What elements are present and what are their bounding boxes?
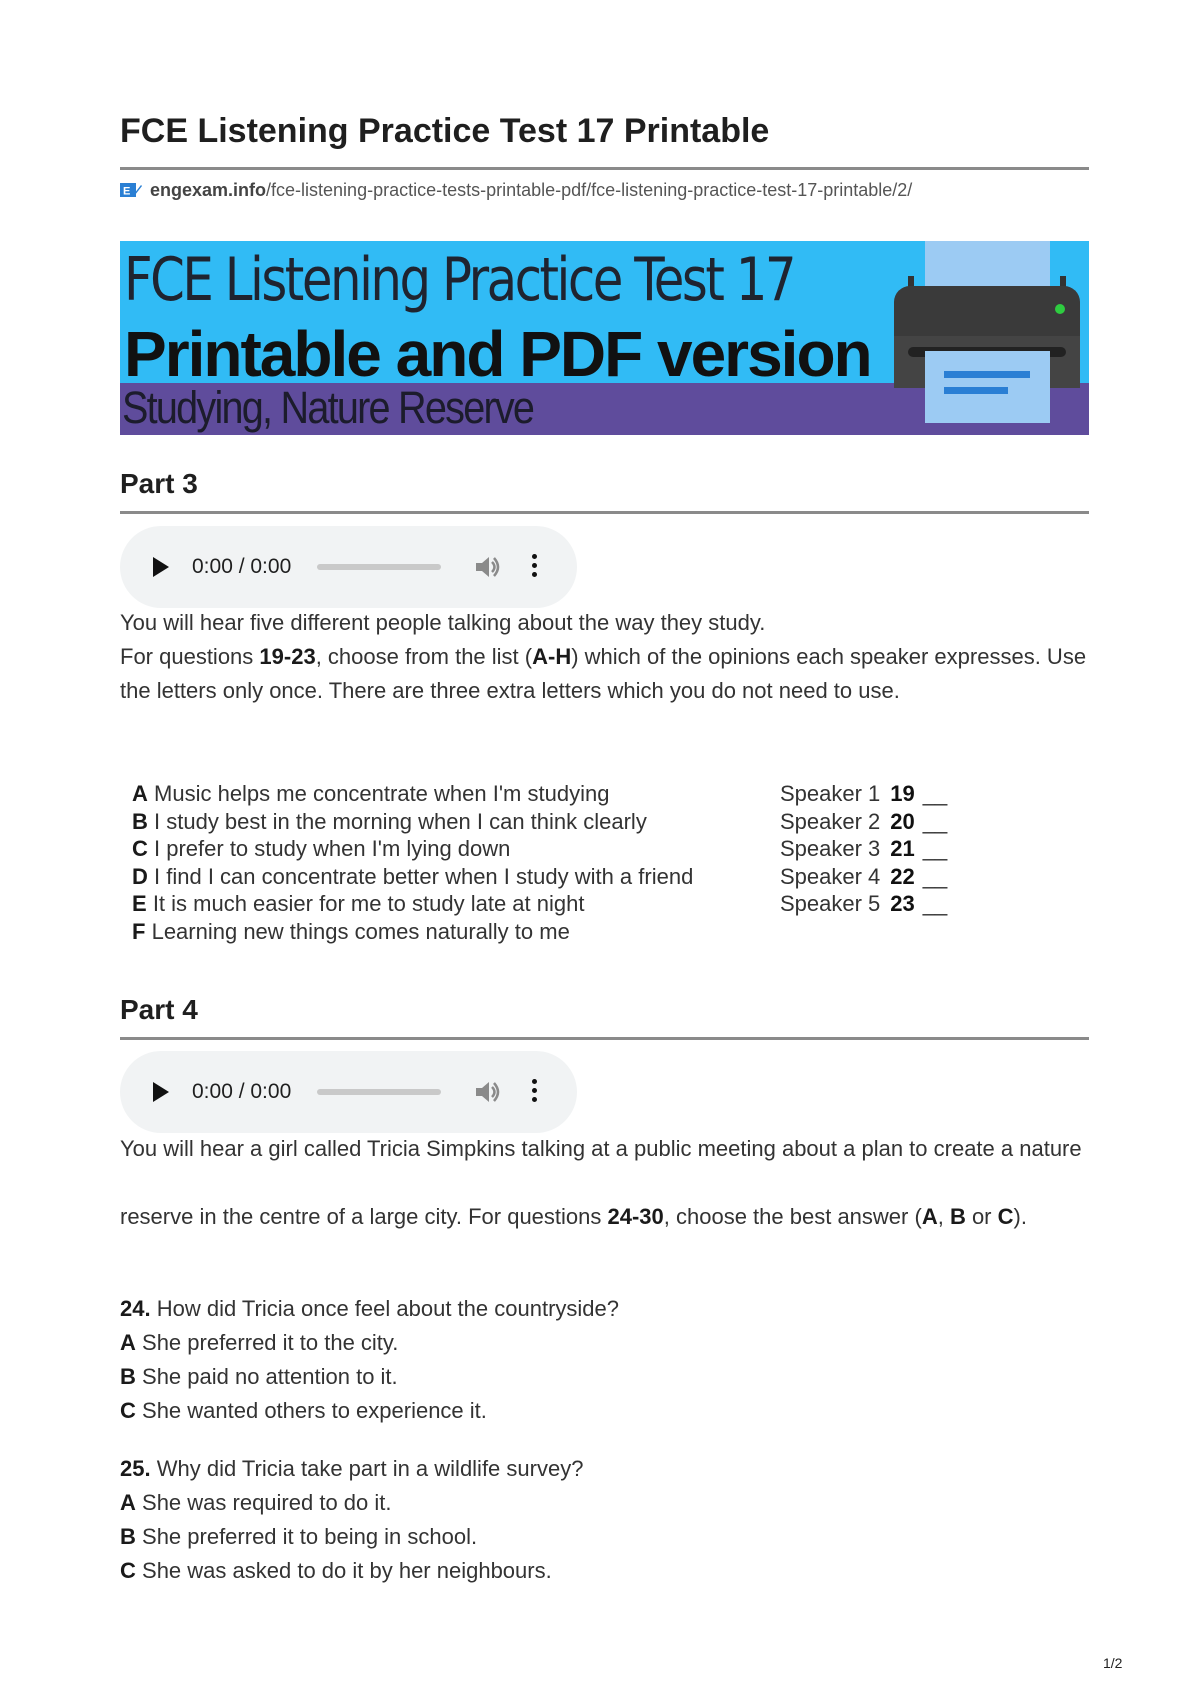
question-range: 19-23 bbox=[259, 644, 316, 669]
question-number: 19 bbox=[890, 781, 915, 806]
answer-letter: B bbox=[120, 1364, 136, 1389]
question-24 bbox=[120, 1292, 1089, 1428]
opinion-letter: E bbox=[132, 891, 147, 916]
answer-text: She preferred it to being in school. bbox=[142, 1524, 478, 1549]
question-range: 24-30 bbox=[607, 1204, 664, 1229]
part3-divider bbox=[120, 511, 1089, 514]
audio-time: 0:00 / 0:00 bbox=[192, 1080, 292, 1103]
choice-letter: A bbox=[921, 1204, 938, 1229]
opinion-letter: C bbox=[132, 836, 148, 861]
question-number: 22 bbox=[890, 863, 915, 889]
answer-blank[interactable]: __ bbox=[922, 781, 948, 806]
source-path: /fce-listening-practice-tests-printable-pdf/fce-listening-practice-test-17-printable/2/ bbox=[266, 180, 913, 200]
answer-text: She was required to do it. bbox=[142, 1490, 392, 1515]
speaker-label: Speaker 3 bbox=[780, 836, 881, 861]
audio-progress-bar[interactable] bbox=[317, 1089, 441, 1095]
part3-audio-player[interactable] bbox=[120, 526, 577, 608]
part4-instructions bbox=[120, 1200, 1089, 1234]
speaker-label: Speaker 1 bbox=[780, 781, 881, 806]
speaker-row bbox=[780, 808, 1080, 836]
question-number: 25. bbox=[120, 1456, 151, 1481]
opinion-item bbox=[132, 863, 732, 891]
answer-letter: C bbox=[120, 1398, 136, 1423]
choice-letter: C bbox=[997, 1204, 1014, 1229]
instr-text: , choose from the list ( bbox=[315, 644, 533, 669]
question-text: Why did Tricia take part in a wildlife survey? bbox=[156, 1456, 584, 1481]
answer-option bbox=[120, 1520, 1089, 1554]
speaker-label: Speaker 2 bbox=[780, 808, 881, 834]
opinion-letter: D bbox=[132, 863, 148, 889]
play-icon[interactable] bbox=[153, 1082, 169, 1102]
audio-progress-bar[interactable] bbox=[317, 564, 441, 570]
question-number: 20 bbox=[890, 808, 915, 834]
play-icon[interactable] bbox=[153, 557, 169, 577]
part3-instructions bbox=[120, 640, 1089, 708]
opinion-item bbox=[132, 808, 732, 836]
part4-heading: Part 4 bbox=[120, 994, 198, 1025]
volume-icon[interactable] bbox=[472, 552, 502, 582]
instr-text: or bbox=[965, 1204, 998, 1229]
instr-text: ) which of the opinions each speaker expresses. Use the letters only once. There are three extra letters which you do not need to use. bbox=[120, 644, 1087, 703]
opinion-item bbox=[132, 890, 732, 918]
question-stem bbox=[120, 1452, 1089, 1486]
answer-option bbox=[120, 1360, 1089, 1394]
speaker-row bbox=[780, 835, 1080, 863]
opinion-text: I study best in the morning when I can think clearly bbox=[154, 808, 647, 834]
page-title: FCE Listening Practice Test 17 Printable bbox=[120, 112, 770, 150]
answer-letter: C bbox=[120, 1558, 136, 1583]
instr-text: , choose the best answer ( bbox=[663, 1204, 922, 1229]
question-number: 21 bbox=[890, 836, 915, 861]
speaker-row bbox=[780, 780, 1080, 808]
opinion-letter: A bbox=[132, 781, 148, 806]
answer-option bbox=[120, 1554, 1089, 1588]
speaker-label: Speaker 5 bbox=[780, 891, 881, 916]
choice-letter: B bbox=[949, 1204, 966, 1229]
answer-text: She was asked to do it by her neighbours. bbox=[142, 1558, 552, 1583]
source-link[interactable] bbox=[120, 180, 912, 201]
opinion-text: It is much easier for me to study late at night bbox=[152, 891, 585, 916]
answer-blank[interactable]: __ bbox=[922, 808, 948, 834]
opinion-letter: F bbox=[132, 918, 146, 944]
answer-option bbox=[120, 1486, 1089, 1520]
audio-time: 0:00 / 0:00 bbox=[192, 555, 292, 578]
part3-intro: You will hear five different people talking about the way they study. bbox=[120, 610, 766, 635]
speaker-row bbox=[780, 890, 1080, 918]
page-number: 1/2 bbox=[1103, 1655, 1123, 1671]
answer-letter: A bbox=[120, 1490, 136, 1515]
part4-divider bbox=[120, 1037, 1089, 1040]
instr-text: For questions bbox=[120, 644, 260, 669]
question-number: 24. bbox=[120, 1296, 151, 1321]
answer-text: She wanted others to experience it. bbox=[142, 1398, 487, 1423]
question-text: How did Tricia once feel about the countryside? bbox=[156, 1296, 619, 1321]
opinion-item bbox=[132, 835, 732, 863]
part3-heading: Part 3 bbox=[120, 468, 198, 499]
question-25 bbox=[120, 1452, 1089, 1588]
more-options-icon[interactable] bbox=[532, 1079, 538, 1105]
instr-text: ). bbox=[1013, 1204, 1027, 1229]
opinion-item bbox=[132, 918, 732, 946]
answer-blank[interactable]: __ bbox=[922, 863, 948, 889]
answer-blank[interactable]: __ bbox=[922, 836, 948, 861]
answer-option bbox=[120, 1326, 1089, 1360]
part4-intro-line1: You will hear a girl called Tricia Simpkins talking at a public meeting about a plan to create a nature bbox=[120, 1136, 1082, 1161]
printer-icon bbox=[880, 241, 1089, 435]
opinion-list bbox=[132, 780, 732, 945]
banner-topic: Studying, Nature Reserve bbox=[122, 382, 534, 433]
opinion-letter: B bbox=[132, 808, 148, 834]
more-options-icon[interactable] bbox=[532, 554, 538, 580]
site-logo-icon bbox=[120, 182, 142, 198]
answer-text: She preferred it to the city. bbox=[142, 1330, 399, 1355]
banner-subtitle: Printable and PDF version bbox=[124, 318, 871, 390]
instr-text: , bbox=[937, 1204, 950, 1229]
speaker-answer-list bbox=[780, 780, 1080, 918]
answer-letter: B bbox=[120, 1524, 136, 1549]
opinion-text: Music helps me concentrate when I'm studying bbox=[154, 781, 610, 806]
opinion-text: I prefer to study when I'm lying down bbox=[154, 836, 511, 861]
instr-text: reserve in the centre of a large city. For questions bbox=[120, 1204, 608, 1229]
answer-option bbox=[120, 1394, 1089, 1428]
question-stem bbox=[120, 1292, 1089, 1326]
speaker-label: Speaker 4 bbox=[780, 863, 881, 889]
opinion-text: Learning new things comes naturally to me bbox=[151, 918, 570, 944]
opinion-text: I find I can concentrate better when I study with a friend bbox=[154, 863, 694, 889]
opinion-item bbox=[132, 780, 732, 808]
question-number: 23 bbox=[890, 891, 915, 916]
volume-icon[interactable] bbox=[472, 1077, 502, 1107]
title-divider bbox=[120, 167, 1089, 170]
part4-audio-player[interactable] bbox=[120, 1051, 577, 1133]
source-domain: engexam.info bbox=[150, 180, 267, 200]
letter-range: A-H bbox=[532, 644, 572, 669]
svg-text:E: E bbox=[123, 185, 131, 198]
speaker-row bbox=[780, 863, 1080, 891]
answer-text: She paid no attention to it. bbox=[142, 1364, 398, 1389]
answer-letter: A bbox=[120, 1330, 136, 1355]
banner-title: FCE Listening Practice Test 17 bbox=[124, 245, 795, 315]
answer-blank[interactable]: __ bbox=[922, 891, 948, 916]
hero-banner bbox=[120, 241, 1089, 435]
